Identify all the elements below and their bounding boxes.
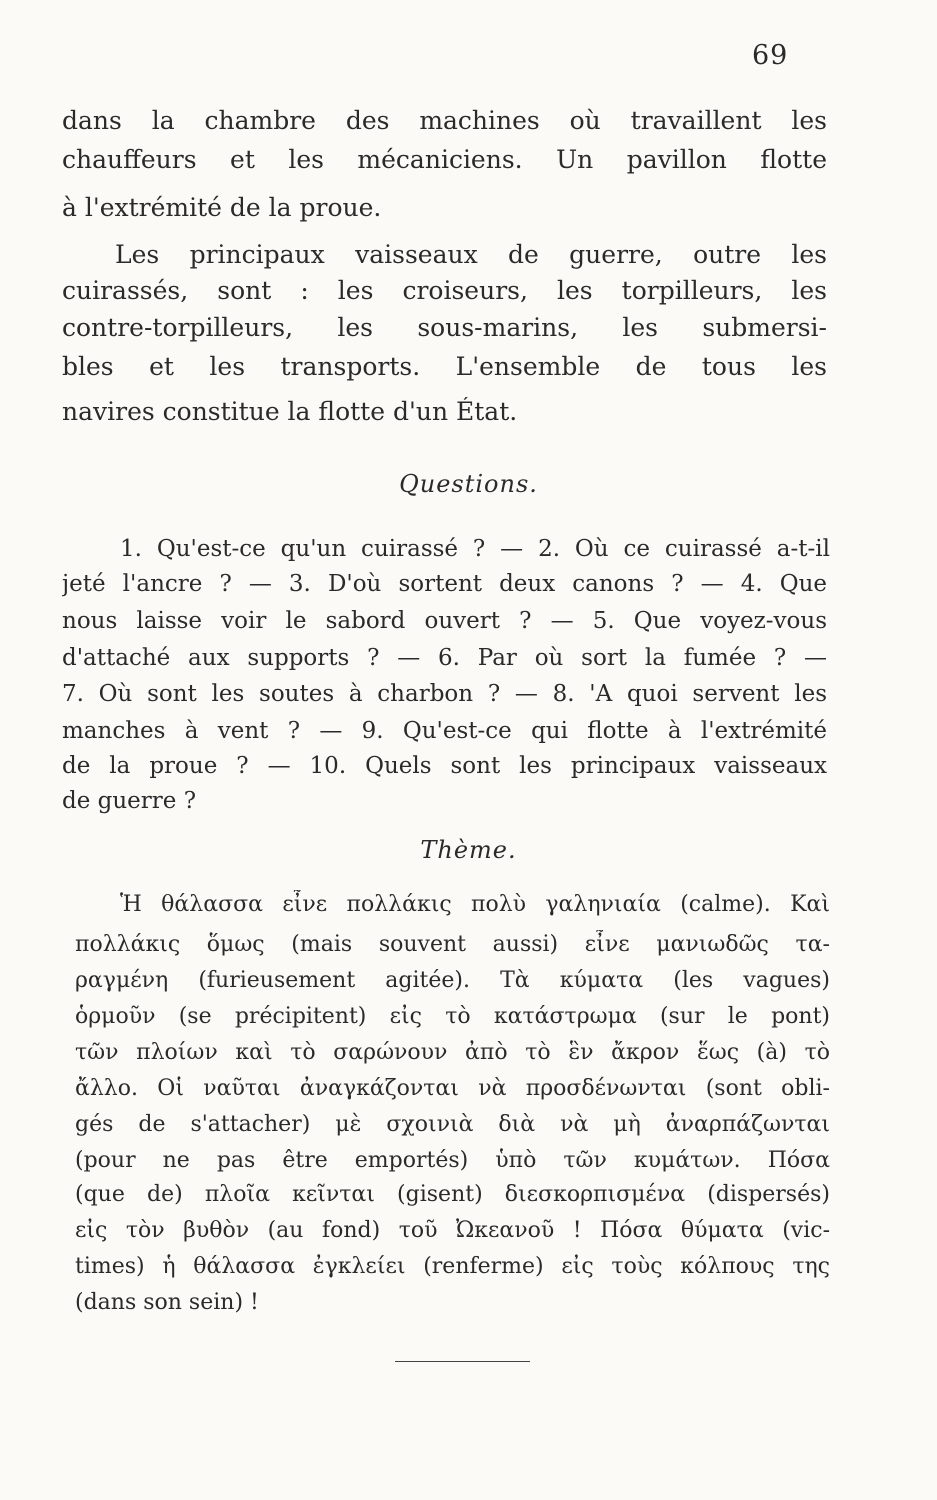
text-line: ραγμένη (furieusement agitée). Τὰ κύματα (les vagues)	[75, 968, 830, 993]
text-line: d'attaché aux supports ? — 6. Par où sort la fumée ? —	[62, 645, 827, 671]
text-line: (pour ne pas être emportés) ὑπὸ τῶν κυμάτων. Πόσα	[75, 1148, 830, 1173]
text-line: navires constitue la flotte d'un État.	[62, 397, 518, 426]
text-line: contre-torpilleurs, les sous-marins, les submersi-	[62, 313, 827, 342]
text-line: manches à vent ? — 9. Qu'est-ce qui flotte à l'extrémité	[62, 718, 827, 744]
questions-heading: Questions.	[399, 470, 538, 498]
text-line: ἄλλο. Οἱ ναῦται ἀναγκάζονται νὰ προσδένωνται (sont obli-	[75, 1076, 830, 1101]
text-line: jeté l'ancre ? — 3. D'où sortent deux canons ? — 4. Que	[62, 571, 827, 597]
text-line: πολλάκις ὅμως (mais souvent aussi) εἶνε μανιωδῶς τα-	[75, 932, 830, 957]
text-line: (dans son sein) !	[75, 1290, 259, 1315]
text-line: cuirassés, sont : les croiseurs, les torpilleurs, les	[62, 276, 827, 305]
text-line: τῶν πλοίων καὶ τὸ σαρώνουν ἀπὸ τὸ ἓν ἄκρον ἕως (à) τὸ	[75, 1040, 830, 1065]
text-line: bles et les transports. L'ensemble de tous les	[62, 352, 827, 381]
text-line: εἰς τὸν βυθὸν (au fond) τοῦ Ὠκεανοῦ ! Πόσα θύματα (vic-	[75, 1218, 830, 1243]
text-line: à l'extrémité de la proue.	[62, 193, 382, 222]
text-line: Les principaux vaisseaux de guerre, outre les	[115, 240, 827, 269]
text-line: ὁρμοῦν (se précipitent) εἰς τὸ κατάστρωμα (sur le pont)	[75, 1004, 830, 1029]
text-line: de guerre ?	[62, 788, 197, 814]
text-line: 1. Qu'est-ce qu'un cuirassé ? — 2. Où ce cuirassé a-t-il	[120, 536, 830, 562]
text-line: nous laisse voir le sabord ouvert ? — 5. Que voyez-vous	[62, 608, 827, 634]
text-line: 7. Où sont les soutes à charbon ? — 8. 'A quoi servent les	[62, 681, 827, 707]
theme-heading: Thème.	[420, 836, 517, 864]
text-line: chauffeurs et les mécaniciens. Un pavillon flotte	[62, 145, 827, 174]
text-line: (que de) πλοῖα κεῖνται (gisent) διεσκορπισμένα (dispersés)	[75, 1182, 830, 1207]
text-line: times) ἡ θάλασσα ἐγκλείει (renferme) εἰς τοὺς κόλπους της	[75, 1254, 830, 1279]
text-line: Ἡ θάλασσα εἶνε πολλάκις πολὺ γαληνιαία (calme). Καὶ	[120, 892, 830, 917]
text-line: gés de s'attacher) μὲ σχοινιὰ διὰ νὰ μὴ ἀναρπάζωνται	[75, 1112, 830, 1137]
closing-rule	[395, 1361, 530, 1362]
text-line: dans la chambre des machines où travaillent les	[62, 106, 827, 135]
text-line: de la proue ? — 10. Quels sont les principaux vaisseaux	[62, 753, 827, 779]
page-number: 69	[752, 40, 789, 71]
